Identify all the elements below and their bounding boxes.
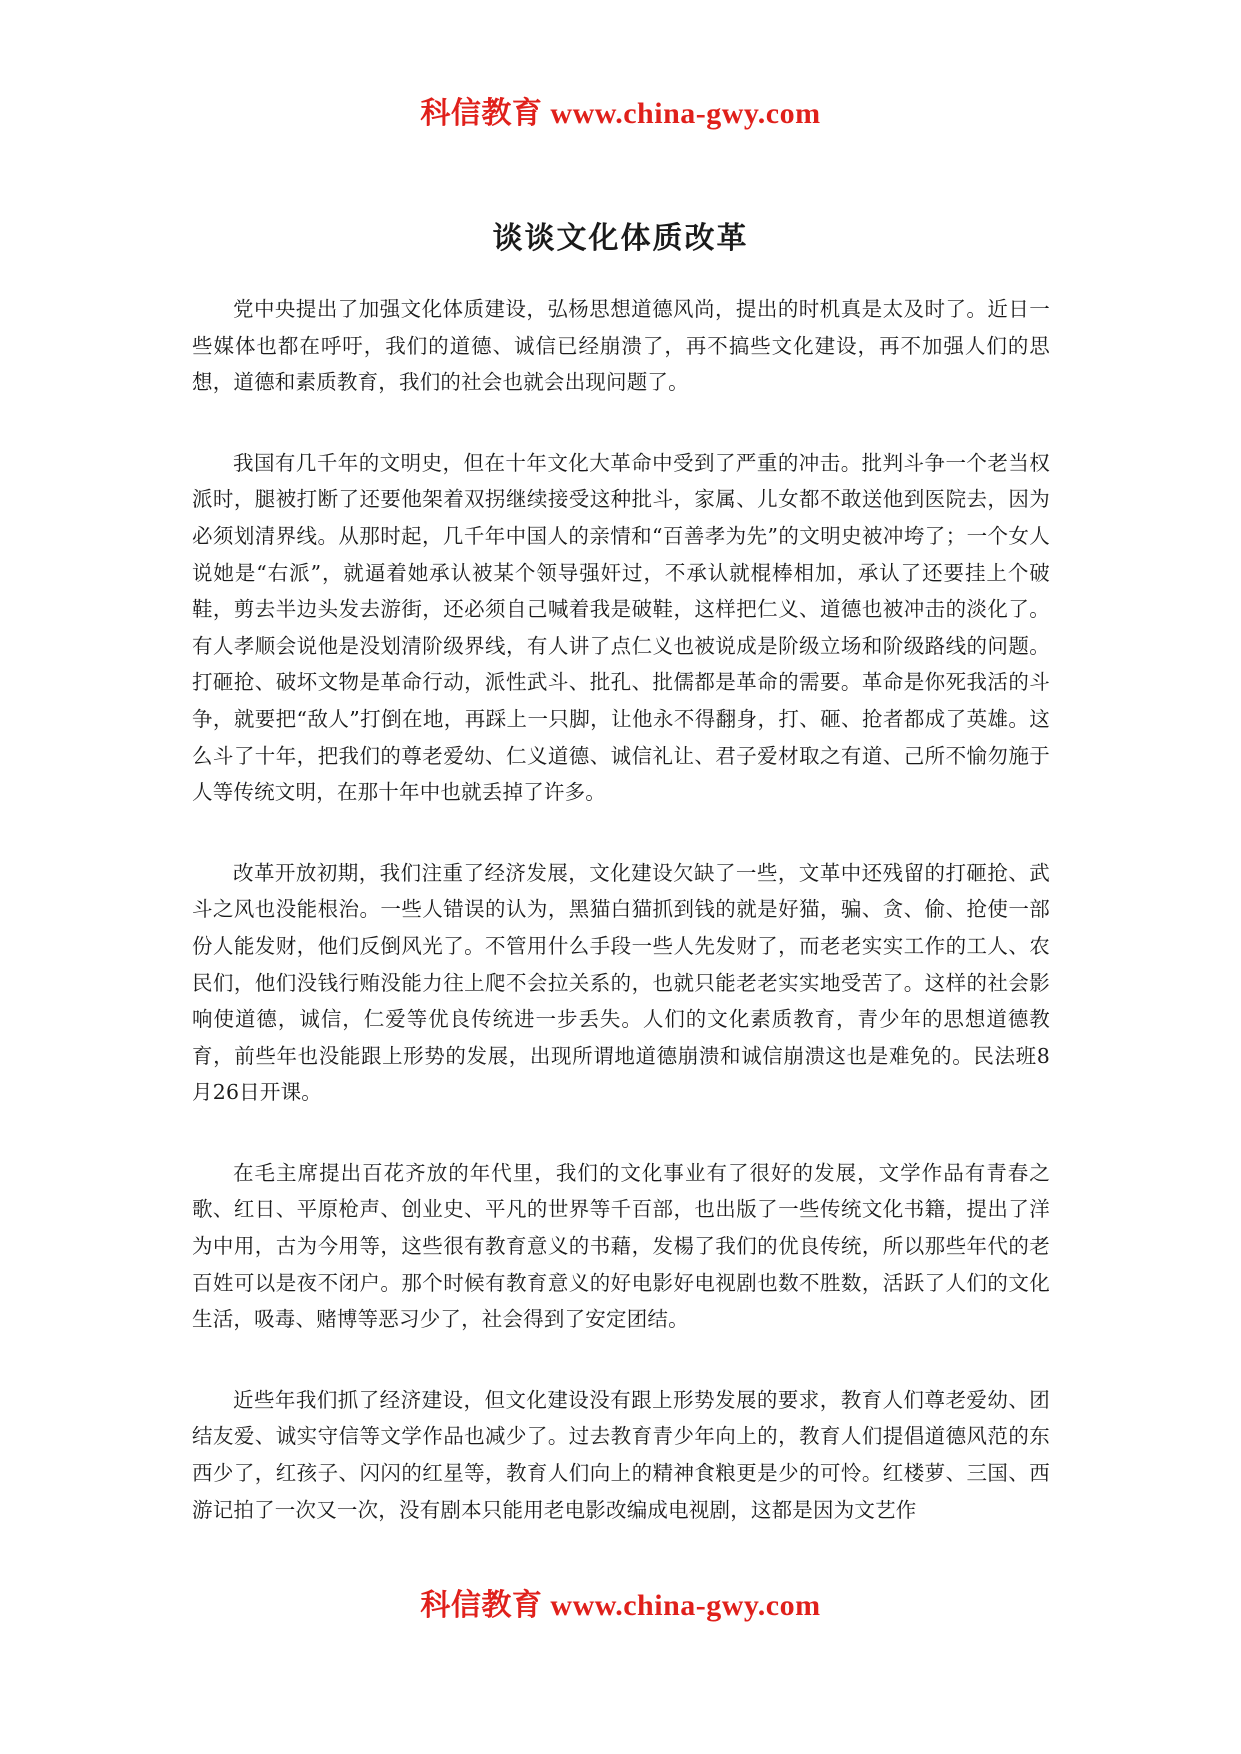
article-body — [192, 291, 1050, 1572]
footer-brand: 科信教育 www.china-gwy.com — [420, 1589, 821, 1622]
paragraph-1: 党中央提出了加强文化体质建设，弘杨思想道德风尚，提出的时机真是太及时了。近日一些媒体也都在呼吁，我们的道德、诚信已经崩溃了，再不搞些文化建设，再不加强人们的思想，道德和素质教育，我们的社会也就会出现问题了。 — [192, 297, 1050, 395]
paragraph-3: 改革开放初期，我们注重了经济发展，文化建设欠缺了一些，文革中还残留的打砸抢、武斗之风也没能根治。一些人错误的认为，黑猫白猫抓到钱的就是好猫，骗、贪、偷、抢使一部份人能发财，他们反倒风光了。不管用什么手段一些人先发财了，而老老实实工作的工人、农民们，他们没钱行贿没能力往上爬不会拉关系的，也就只能老老实实地受苦了。这样的社会影响使道德，诚信，仁爱等优良传统进一步丢失。人们的文化素质教育，青少年的思想道德教育，前些年也没能跟上形势的发展，出现所谓地道德崩溃和诚信崩溃这也是难免的。民法班8月26日开课。 — [192, 860, 1050, 1105]
paragraph-4: 在毛主席提出百花齐放的年代里，我们的文化事业有了很好的发展，文学作品有青春之歌、红日、平原枪声、创业史、平凡的世界等千百部，也出版了一些传统文化书籍，提出了洋为中用，古为今用等，这些很有教育意义的书藉，发楊了我们的优良传统，所以那些年代的老百姓可以是夜不闭户。那个时候有教育意义的好电影好电视剧也数不胜数，活跃了人们的文化生活，吸毒、赌博等恶习少了，社会得到了安定团结。 — [192, 1160, 1050, 1332]
header-brand: 科信教育 www.china-gwy.com — [420, 97, 821, 130]
paragraph-5: 近些年我们抓了经济建设，但文化建设没有跟上形势发展的要求，教育人们尊老爱幼、团结友爱、诚实守信等文学作品也减少了。过去教育青少年向上的，教育人们提倡道德风范的东西少了，红孩子、闪闪的红星等，教育人们向上的精神食粮更是少的可怜。红楼萝、三国、西游记拍了一次又一次，没有剧本只能用老电影改编成电视剧，这都是因为文艺作 — [192, 1387, 1050, 1522]
document-title: 谈谈文化体质改革 — [492, 221, 749, 256]
paragraph-2: 我国有几千年的文明史，但在十年文化大革命中受到了严重的冲击。批判斗争一个老当权派时，腿被打断了还要他架着双拐继续接受这种批斗，家属、儿女都不敢送他到医院去，因为必须划清界线。从那时起，几千年中国人的亲情和“百善孝为先”的文明史被冲垮了；一个女人说她是“右派”，就逼着她承认被某个领导强奸过，不承认就棍棒相加，承认了还要挂上个破鞋，剪去半边头发去游街，还必须自己喊着我是破鞋，这样把仁义、道德也被冲击的淡化了。有人孝顺会说他是没划清阶级界线，有人讲了点仁义也被说成是阶级立场和阶级路线的问题。打砸抢、破坏文物是革命行动，派性武斗、批孔、批儒都是革命的需要。革命是你死我活的斗争，就要把“敌人”打倒在地，再踩上一只脚，让他永不得翻身，打、砸、抢者都成了英雄。这么斗了十年，把我们的尊老爱幼、仁义道德、诚信礼让、君子爱材取之有道、己所不愉勿施于人等传统文明，在那十年中也就丢掉了许多。 — [192, 450, 1050, 805]
